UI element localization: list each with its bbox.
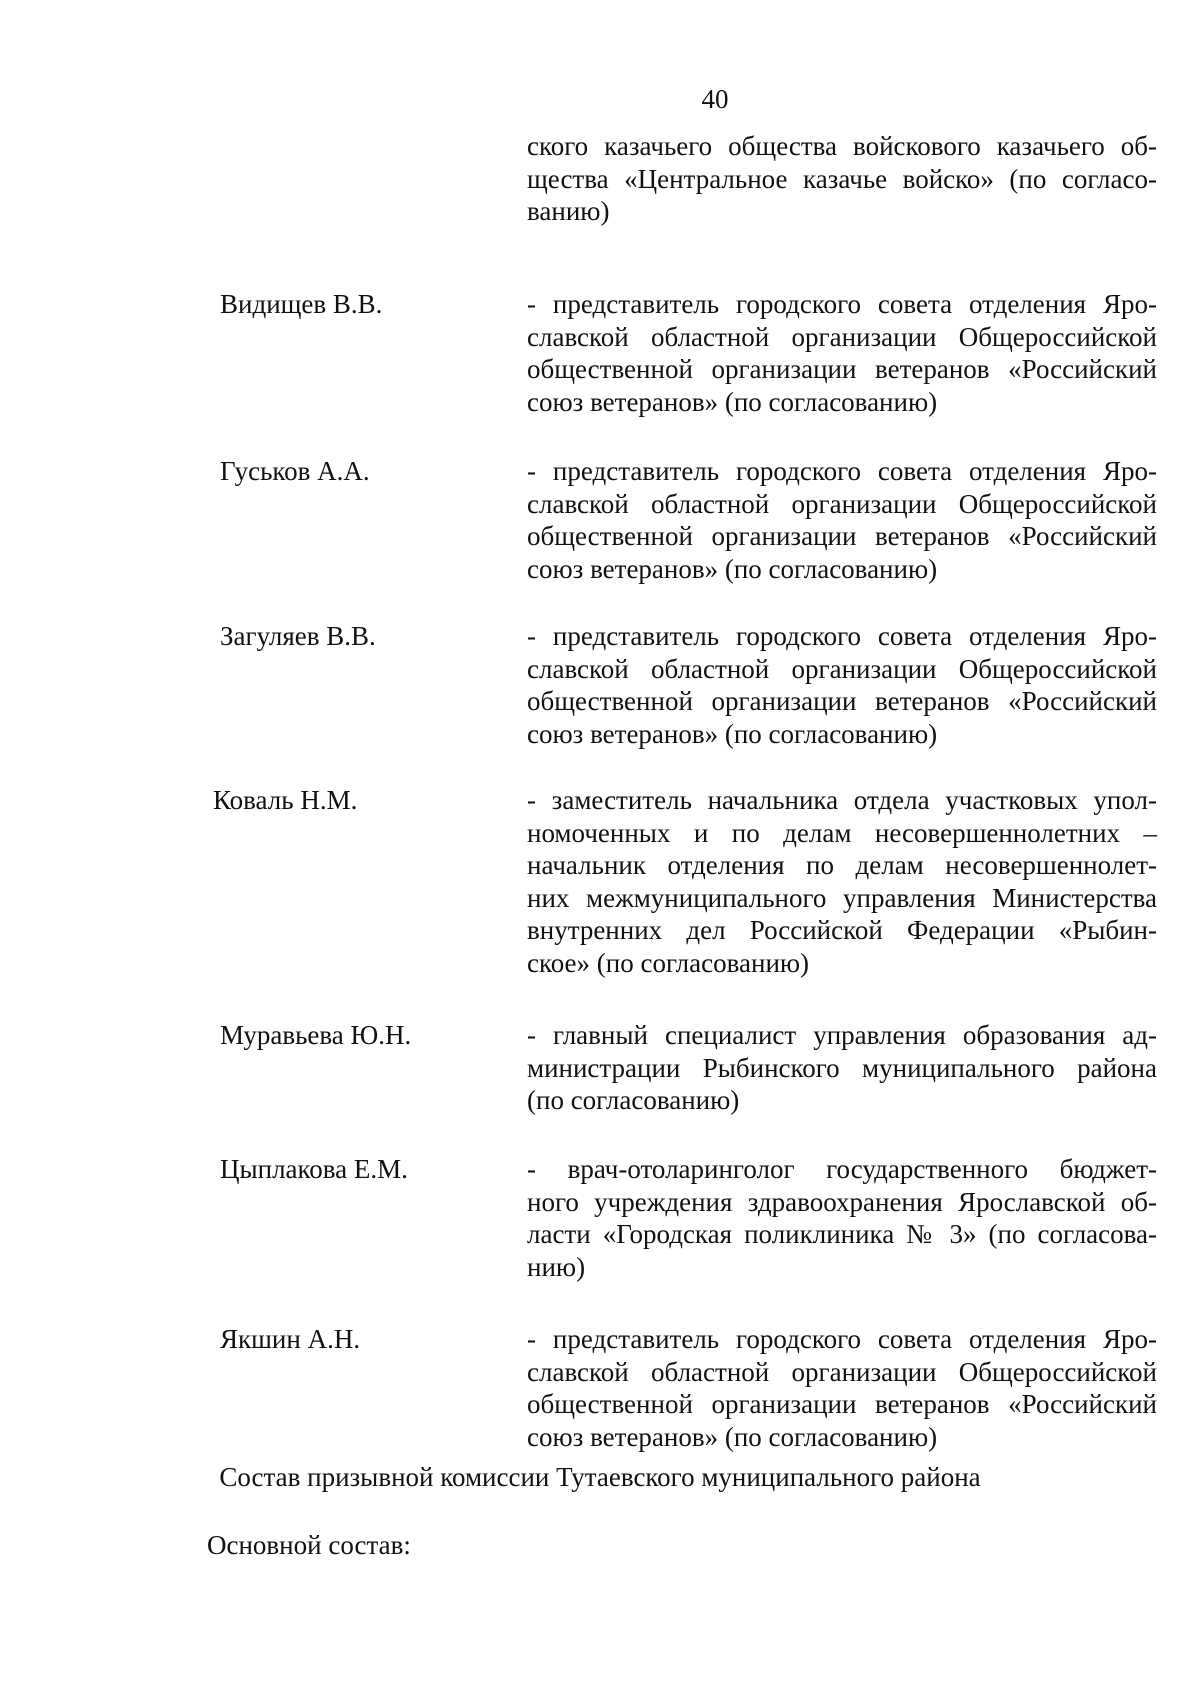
description-line: - врач-отоларинголог государственного бюджет- xyxy=(527,1154,1157,1184)
member-description xyxy=(527,288,1157,418)
continuation-text xyxy=(527,130,1157,228)
member-name: Загуляев В.В. xyxy=(220,621,376,651)
description-line: них межмуниципального управления Министерства xyxy=(527,882,1157,913)
section-title: Состав призывной комиссии Тутаевского муниципального района xyxy=(219,1462,981,1492)
member-description xyxy=(527,1019,1157,1117)
description-line: номоченных и по делам несовершеннолетних – xyxy=(527,817,1157,848)
description-line: общественной организации ветеранов «Российский xyxy=(527,686,1157,716)
description-line: ласти «Городская поликлиника № 3» (по согласова- xyxy=(527,1219,1157,1249)
description-line: ного учреждения здравоохранения Ярославской об- xyxy=(527,1186,1157,1217)
description-line: - представитель городского совета отделения Яро- xyxy=(527,1324,1157,1354)
member-name: Цыплакова Е.М. xyxy=(220,1154,408,1184)
description-line: - представитель городского совета отделения Яро- xyxy=(527,289,1157,319)
member-description xyxy=(527,1153,1157,1283)
description-line: славской областной организации Общероссийской xyxy=(527,321,1157,352)
member-name: Якшин А.Н. xyxy=(220,1324,361,1354)
description-line: - представитель городского совета отделения Яро- xyxy=(527,621,1157,651)
description-line: (по согласованию) xyxy=(527,1085,740,1115)
member-name: Коваль Н.М. xyxy=(213,785,358,815)
description-line: министрации Рыбинского муниципального района xyxy=(527,1052,1157,1083)
description-line: начальник отделения по делам несовершеннолет- xyxy=(527,850,1157,880)
description-line: внутренних дел Российской Федерации «Рыбин- xyxy=(527,915,1157,945)
description-line: союз ветеранов» (по согласованию) xyxy=(527,386,938,417)
member-name: Муравьева Ю.Н. xyxy=(220,1020,412,1050)
description-line: ского казачьего общества войскового казачьего об- xyxy=(527,131,1157,161)
member-description xyxy=(527,620,1157,750)
description-line: нию) xyxy=(527,1251,586,1282)
member-name: Гуськов А.А. xyxy=(220,456,370,486)
description-line: - главный специалист управления образования ад- xyxy=(527,1020,1157,1050)
description-line: славской областной организации Общероссийской xyxy=(527,653,1157,684)
description-line: союз ветеранов» (по согласованию) xyxy=(527,553,938,584)
subsection-label: Основной состав: xyxy=(207,1530,411,1560)
description-line: ванию) xyxy=(527,196,610,226)
description-line: общественной организации ветеранов «Российский xyxy=(527,354,1157,384)
member-description xyxy=(527,784,1157,979)
description-line: союз ветеранов» (по согласованию) xyxy=(527,718,938,749)
description-line: щества «Центральное казачье войско» (по согласо- xyxy=(527,163,1157,194)
description-line: ское» (по согласованию) xyxy=(527,947,810,978)
member-description xyxy=(527,455,1157,585)
description-line: - заместитель начальника отдела участковых упол- xyxy=(527,785,1157,815)
member-name: Видищев В.В. xyxy=(220,289,383,319)
description-line: союз ветеранов» (по согласованию) xyxy=(527,1421,938,1452)
page-number: 40 xyxy=(701,84,729,114)
description-line: общественной организации ветеранов «Российский xyxy=(527,521,1157,551)
member-description xyxy=(527,1323,1157,1453)
description-line: славской областной организации Общероссийской xyxy=(527,1356,1157,1387)
description-line: - представитель городского совета отделения Яро- xyxy=(527,456,1157,486)
description-line: славской областной организации Общероссийской xyxy=(527,488,1157,519)
description-line: общественной организации ветеранов «Российский xyxy=(527,1389,1157,1419)
